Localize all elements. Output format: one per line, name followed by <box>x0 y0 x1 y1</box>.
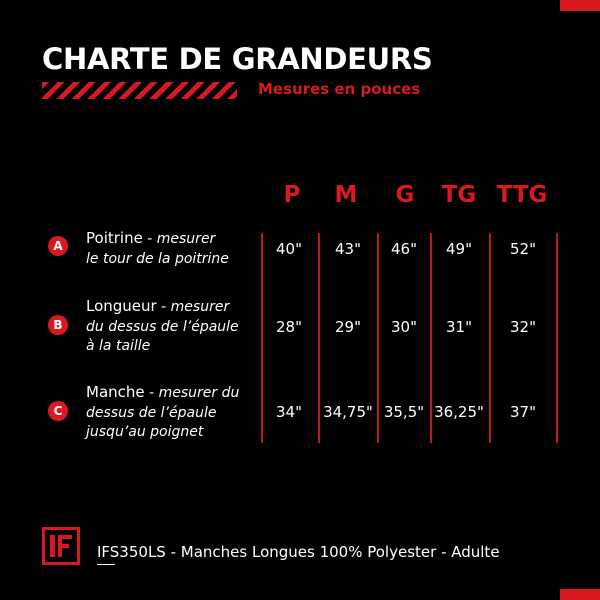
table-cell: 30" <box>391 318 417 336</box>
table-cell: 40" <box>276 240 302 258</box>
table-cell: 49" <box>446 240 472 258</box>
table-cell: 43" <box>335 240 361 258</box>
row-badge-b: B <box>48 315 68 335</box>
size-header-ttg: TTG <box>496 182 548 208</box>
product-description: IFS350LS - Manches Longues 100% Polyester - Adulte <box>97 543 500 561</box>
measurement-instruction: à la taille <box>86 338 151 354</box>
column-divider <box>489 233 491 443</box>
table-cell: 31" <box>446 318 472 336</box>
column-divider <box>556 233 558 443</box>
label-separator: - <box>142 231 157 247</box>
measurement-name: Longueur <box>86 297 157 315</box>
table-cell: 36,25" <box>434 403 484 421</box>
column-divider <box>430 233 432 443</box>
measurement-name: Poitrine <box>86 229 143 247</box>
table-cell: 34,75" <box>323 403 373 421</box>
row-badge-c: C <box>48 401 68 421</box>
table-cell: 29" <box>335 318 361 336</box>
column-divider <box>377 233 379 443</box>
measurement-name: Manche <box>86 383 145 401</box>
measurement-instruction: mesurer <box>156 231 216 247</box>
size-header-p: P <box>283 182 301 208</box>
size-header-m: M <box>334 182 358 208</box>
measurement-label-sleeve <box>86 383 239 443</box>
measurement-label-chest <box>86 229 229 269</box>
size-header-tg: TG <box>441 182 477 208</box>
measurement-instruction: du dessus de l’épaule <box>86 318 239 335</box>
table-cell: 46" <box>391 240 417 258</box>
label-separator: - <box>144 385 159 401</box>
row-badge-a: A <box>48 236 68 256</box>
table-cell: 37" <box>510 403 536 421</box>
measurement-instruction: dessus de l’épaule <box>86 404 217 421</box>
table-cell: 28" <box>276 318 302 336</box>
bottom-corner-accent <box>560 589 600 600</box>
units-subtitle: Mesures en pouces <box>258 80 421 98</box>
table-cell: 32" <box>510 318 536 336</box>
measurement-instruction: mesurer <box>170 299 230 315</box>
table-cell: 52" <box>510 240 536 258</box>
measurement-instruction: jusqu’au poignet <box>86 424 204 440</box>
measurement-label-length <box>86 297 239 357</box>
column-divider <box>318 233 320 443</box>
decorative-underline <box>97 564 115 565</box>
table-cell: 35,5" <box>383 403 425 421</box>
column-divider <box>261 233 263 443</box>
page-title: CHARTE DE GRANDEURS <box>42 42 433 76</box>
top-corner-accent <box>560 0 600 11</box>
measurement-instruction: mesurer du <box>158 385 240 401</box>
size-header-g: G <box>395 182 415 208</box>
label-separator: - <box>156 299 171 315</box>
table-cell: 34" <box>276 403 302 421</box>
measurement-instruction: le tour de la poitrine <box>86 250 229 267</box>
ifs-logo-icon <box>42 527 80 565</box>
hazard-stripes <box>42 82 237 99</box>
